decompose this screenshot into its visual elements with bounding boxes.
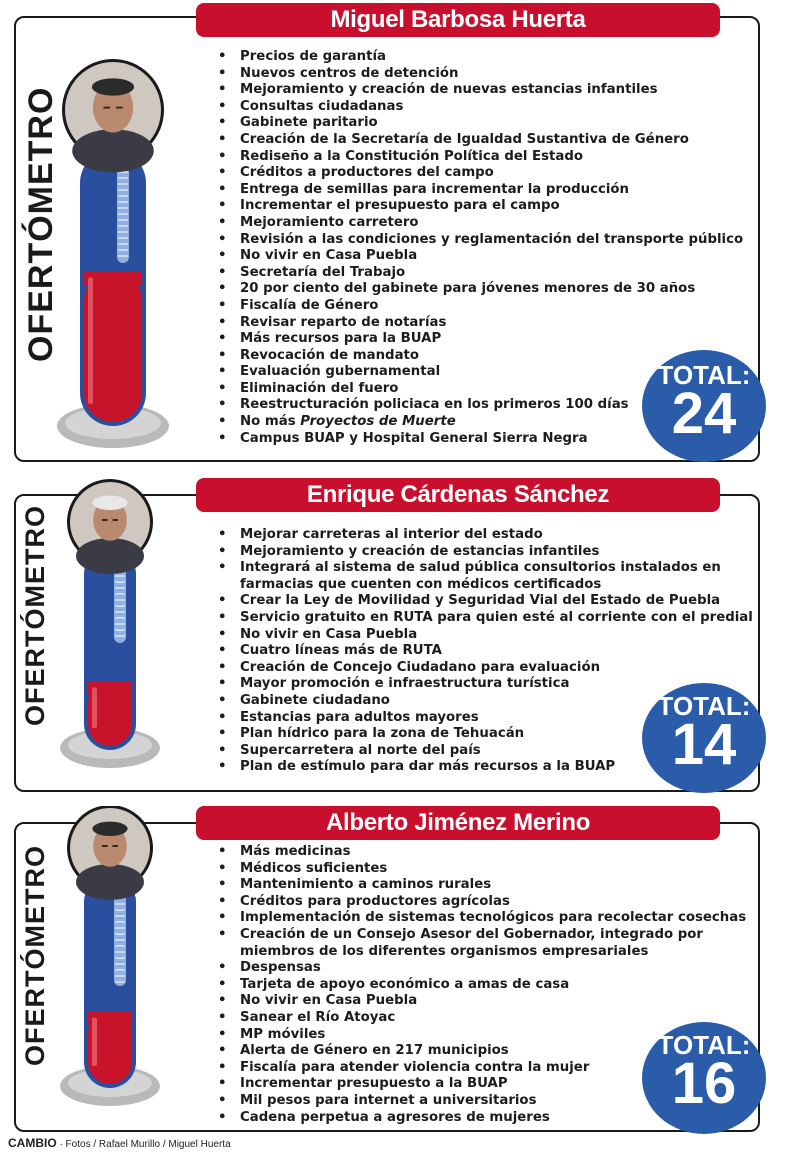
promise-item: • Fiscalía para atender violencia contra la mujer <box>216 1060 760 1077</box>
promise-item: • Nuevos centros de detención <box>216 66 743 83</box>
promise-item: • Alerta de Género en 217 municipios <box>216 1043 760 1060</box>
promise-item: • Eliminación del fuero <box>216 381 743 398</box>
promise-item: • Mejorar carreteras al interior del estado <box>216 527 760 544</box>
total-label: TOTAL: <box>657 360 751 390</box>
promise-item: • Créditos para productores agrícolas <box>216 894 760 911</box>
promise-item: • Creación de un Consejo Asesor del Gobernador, integrado por miembros de los diferentes organismos empresariales <box>216 927 760 960</box>
ofertometro-label: OFERTÓMETRO <box>20 505 50 726</box>
promise-item: • Más recursos para la BUAP <box>216 331 743 348</box>
promise-item: • No vivir en Casa Puebla <box>216 993 760 1010</box>
total-label: TOTAL: <box>657 1030 751 1060</box>
candidate-name-banner: Miguel Barbosa Huerta <box>196 3 720 37</box>
promise-item: • Secretaría del Trabajo <box>216 265 743 282</box>
candidate-name-banner: Alberto Jiménez Merino <box>196 806 720 840</box>
promise-item: • Fiscalía de Género <box>216 298 743 315</box>
total-badge <box>642 1022 766 1134</box>
promise-item: • Incrementar presupuesto a la BUAP <box>216 1076 760 1093</box>
brand-logo-text: CAMBIO <box>8 1136 57 1150</box>
promise-item: • Reestructuración policiaca en los primeros 100 días <box>216 397 743 414</box>
promise-item: • Supercarretera al norte del país <box>216 743 760 760</box>
promise-item: • Mayor promoción e infraestructura turística <box>216 676 760 693</box>
thermometer-graphic <box>56 478 176 778</box>
total-count: 24 <box>671 381 737 446</box>
promise-item: • Crear la Ley de Movilidad y Seguridad Vial del Estado de Puebla <box>216 593 760 610</box>
promise-item: • No vivir en Casa Puebla <box>216 627 760 644</box>
total-badge <box>642 350 766 462</box>
promise-item: • Cadena perpetua a agresores de mujeres <box>216 1110 760 1127</box>
total-label: TOTAL: <box>657 691 751 721</box>
promise-item: • Evaluación gubernamental <box>216 364 743 381</box>
promise-item: • 20 por ciento del gabinete para jóvenes menores de 30 años <box>216 281 743 298</box>
candidate-name-banner: Enrique Cárdenas Sánchez <box>196 478 720 512</box>
promise-item: • Consultas ciudadanas <box>216 99 743 116</box>
promise-item: • MP móviles <box>216 1027 760 1044</box>
total-count: 16 <box>671 1051 737 1116</box>
promise-item: • Revocación de mandato <box>216 348 743 365</box>
promise-item: • Mejoramiento carretero <box>216 215 743 232</box>
promise-item: • Revisión a las condiciones y reglamentación del transporte público <box>216 232 743 249</box>
total-badge <box>642 683 766 793</box>
promise-item: • Despensas <box>216 960 760 977</box>
thermometer-graphic <box>50 58 180 458</box>
promise-item: • Mejoramiento y creación de estancias infantiles <box>216 544 760 561</box>
promise-item: • Más medicinas <box>216 844 760 861</box>
promise-item: • Plan hídrico para la zona de Tehuacán <box>216 726 760 743</box>
promise-item: • Gabinete ciudadano <box>216 693 760 710</box>
promise-item: • Incrementar el presupuesto para el campo <box>216 198 743 215</box>
promise-item: • Mantenimiento a caminos rurales <box>216 877 760 894</box>
promise-item: • Mejoramiento y creación de nuevas estancias infantiles <box>216 82 743 99</box>
promise-item: • Médicos suficientes <box>216 861 760 878</box>
promise-item: • Campus BUAP y Hospital General Sierra Negra <box>216 431 743 448</box>
total-count: 14 <box>671 712 737 777</box>
promise-item: • Implementación de sistemas tecnológicos para recolectar cosechas <box>216 910 760 927</box>
promise-item: • Creación de la Secretaría de Igualdad Sustantiva de Género <box>216 132 743 149</box>
promise-item: • Revisar reparto de notarías <box>216 315 743 332</box>
promise-item: • Sanear el Río Atoyac <box>216 1010 760 1027</box>
credit-text: · Fotos / Rafael Murillo / Miguel Huerta <box>59 1139 231 1150</box>
promise-item: • Rediseño a la Constitución Política del Estado <box>216 149 743 166</box>
promise-item: • Creación de Concejo Ciudadano para evaluación <box>216 660 760 677</box>
promise-item: • Gabinete paritario <box>216 115 743 132</box>
promise-item: • Créditos a productores del campo <box>216 165 743 182</box>
thermometer-graphic <box>56 806 176 1116</box>
promise-item: • No vivir en Casa Puebla <box>216 248 743 265</box>
promise-item: • Cuatro líneas más de RUTA <box>216 643 760 660</box>
ofertometro-label: OFERTÓMETRO <box>20 845 50 1066</box>
promise-item: • Servicio gratuito en RUTA para quien esté al corriente con el predial <box>216 610 760 627</box>
ofertometro-label: OFERTÓMETRO <box>22 86 60 362</box>
promise-item: • Plan de estímulo para dar más recursos a la BUAP <box>216 759 760 776</box>
promise-item: • Estancias para adultos mayores <box>216 710 760 727</box>
photo-credit <box>8 1136 231 1150</box>
promise-item: • No más Proyectos de Muerte <box>216 414 743 431</box>
promise-item: • Integrará al sistema de salud pública consultorios instalados en farmacias que cuenten con médicos certificados <box>216 560 760 593</box>
promise-item: • Entrega de semillas para incrementar la producción <box>216 182 743 199</box>
promise-item: • Tarjeta de apoyo económico a amas de casa <box>216 977 760 994</box>
promise-item: • Precios de garantía <box>216 49 743 66</box>
promise-item: • Mil pesos para internet a universitarios <box>216 1093 760 1110</box>
thermometer-scale <box>114 886 126 986</box>
